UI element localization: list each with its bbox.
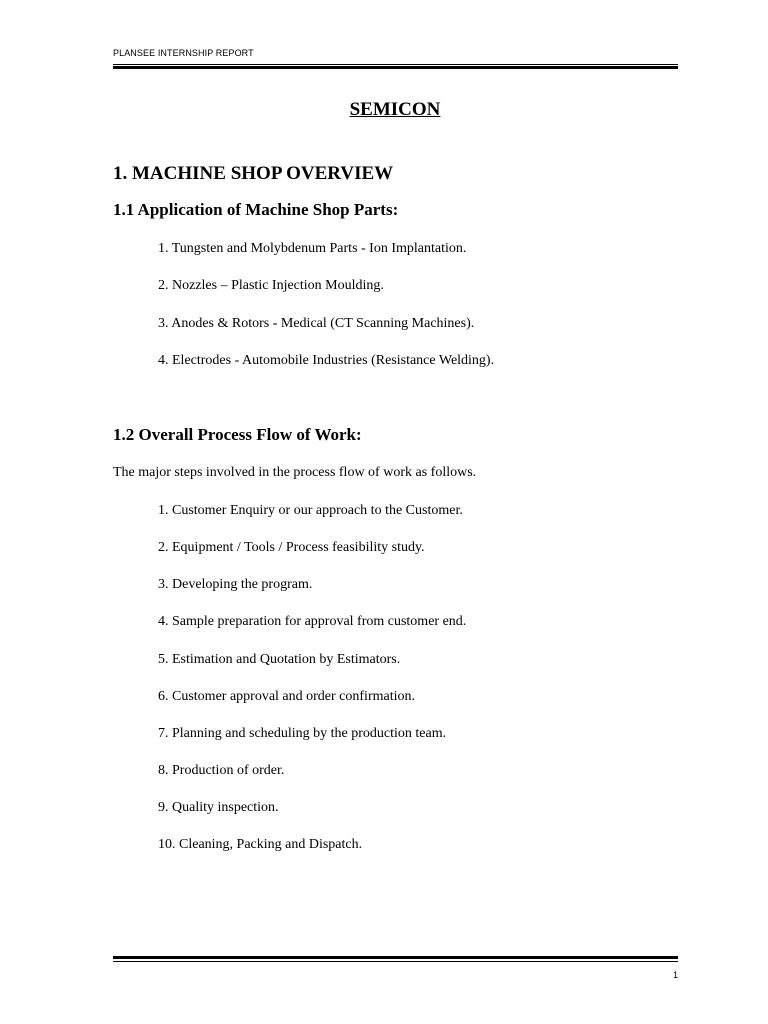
intro-paragraph: The major steps involved in the process flow of work as follows.	[113, 465, 477, 480]
list-item: 3. Anodes & Rotors - Medical (CT Scanning Machines).	[158, 316, 475, 331]
header-rule-thick	[113, 66, 678, 69]
subsection-heading-process-flow: 1.2 Overall Process Flow of Work:	[113, 425, 362, 444]
list-item: 2. Equipment / Tools / Process feasibility study.	[158, 540, 425, 555]
list-item: 9. Quality inspection.	[158, 800, 279, 815]
list-item: 6. Customer approval and order confirmation.	[158, 689, 415, 704]
list-item: 2. Nozzles – Plastic Injection Moulding.	[158, 278, 384, 293]
list-item: 3. Developing the program.	[158, 577, 313, 592]
running-header: PLANSEE INTERNSHIP REPORT	[113, 48, 254, 58]
list-item: 5. Estimation and Quotation by Estimators.	[158, 652, 401, 667]
list-item: 1. Tungsten and Molybdenum Parts - Ion Implantation.	[158, 241, 467, 256]
header-rule-thin	[113, 64, 678, 65]
list-item: 7. Planning and scheduling by the production team.	[158, 726, 447, 741]
subsection-heading-applications: 1.1 Application of Machine Shop Parts:	[113, 200, 399, 219]
list-item: 4. Sample preparation for approval from customer end.	[158, 614, 467, 629]
page-number: 1	[672, 970, 678, 980]
list-item: 1. Customer Enquiry or our approach to the Customer.	[158, 503, 463, 518]
list-item: 8. Production of order.	[158, 763, 285, 778]
list-item: 10. Cleaning, Packing and Dispatch.	[158, 837, 363, 852]
page-title: SEMICON	[349, 99, 441, 120]
footer-rule-thin	[113, 961, 678, 962]
list-item: 4. Electrodes - Automobile Industries (Resistance Welding).	[158, 353, 495, 368]
footer-rule-thick	[113, 956, 678, 959]
section-heading: 1. MACHINE SHOP OVERVIEW	[113, 163, 394, 184]
